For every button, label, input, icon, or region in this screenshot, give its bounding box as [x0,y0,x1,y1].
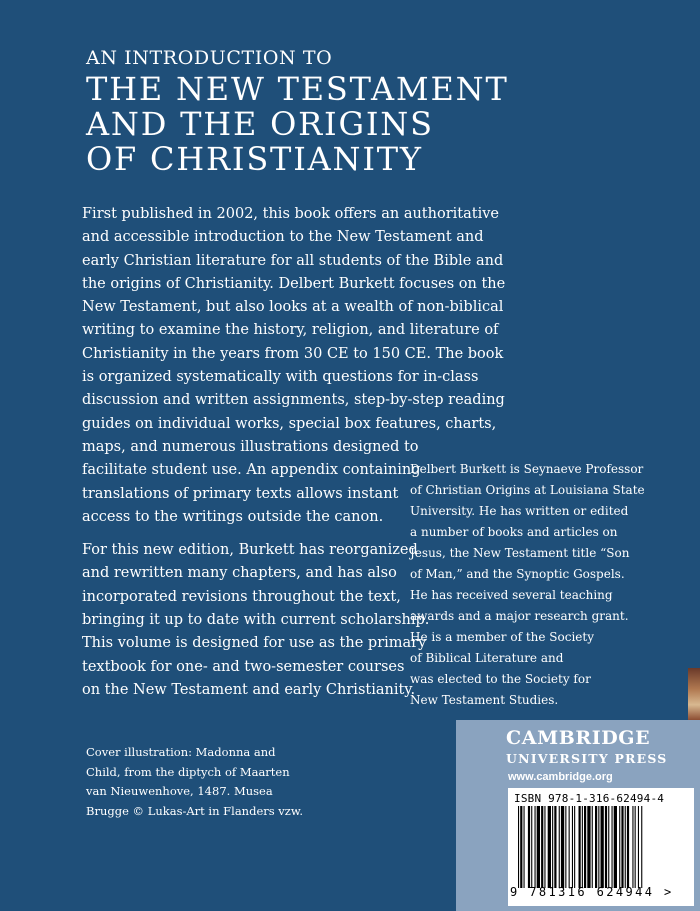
title-line: OF CHRISTIANITY [86,140,423,178]
title-kicker: AN INTRODUCTION TO [86,47,333,69]
barcode-bar [518,806,519,888]
barcode-bar [608,806,609,888]
barcode-bar [582,806,583,888]
text-line: on the New Testament and early Christianity. [82,681,416,698]
publisher-url: www.cambridge.org [508,771,613,783]
text-line: incorporated revisions throughout the text, [82,588,401,605]
credit-line: van Nieuwenhove, 1487. Musea [86,784,273,798]
bio-line: awards and a major research grant. [410,609,629,623]
title-line: THE NEW TESTAMENT [86,70,509,108]
text-line: writing to examine the history, religion, and literature of [82,322,499,339]
text-line: is organized systematically with questions for in-class [82,369,479,386]
barcode-bar [595,806,597,888]
barcode-bar [569,806,570,888]
barcode-bar [635,806,636,888]
barcode-bar [638,806,639,888]
barcode-box [508,788,694,906]
barcode-bar [605,806,607,888]
text-line: guides on individual works, special box features, charts, [82,415,497,432]
credit-line: Cover illustration: Madonna and [86,745,276,759]
text-line: the origins of Christianity. Delbert Burkett focuses on the [82,275,506,292]
text-line: discussion and written assignments, step-by-step reading [82,392,505,409]
author-bio [410,459,680,711]
text-line: early Christian literature for all students of the Bible and [82,252,504,269]
isbn-barcode [518,806,688,888]
isbn-label: ISBN 978-1-316-62494-4 [514,792,665,805]
barcode-bar [559,806,560,888]
barcode-bar [552,806,553,888]
bio-line: was elected to the Society for [410,672,591,686]
barcode-bar [579,806,581,888]
barcode-bar [614,806,617,888]
barcode-bar [592,806,593,888]
cover-credit [86,743,346,821]
publisher-logo-press: UNIVERSITY PRESS [506,751,668,766]
barcode-bar [587,806,590,888]
barcode-bar [541,806,543,888]
bio-line: Jesus, the New Testament title “Son [410,546,630,560]
text-line: translations of primary texts allows instant [82,485,399,502]
barcode-bar [598,806,599,888]
text-line: facilitate student use. An appendix containing [82,462,421,479]
barcode-bar [537,806,540,888]
bio-line: University. He has written or edited [410,504,629,518]
barcode-bar [632,806,633,888]
text-line: bringing it up to date with current scholarship. [82,612,430,629]
barcode-bar [554,806,556,888]
barcode-bar [641,806,642,888]
barcode-bar [548,806,551,888]
barcode-bar [561,806,564,888]
barcode-bar [535,806,536,888]
text-line: and accessible introduction to the New Testament and [82,229,484,246]
barcode-bar [574,806,575,888]
text-line: New Testament, but also looks at a wealth of non-biblical [82,299,504,316]
bio-line: He has received several teaching [410,588,613,602]
description-paragraph-1 [82,203,506,529]
barcode-bar [601,806,604,888]
title-block [86,44,646,177]
title-line: AND THE ORIGINS [86,105,434,143]
text-line: access to the writings outside the canon. [82,508,384,525]
barcode-bar [621,806,623,888]
bio-line: a number of books and articles on [410,525,618,539]
publisher-panel [456,720,700,911]
text-line: and rewritten many chapters, and has also [82,565,397,582]
barcode-bar [572,806,573,888]
text-line: For this new edition, Burkett has reorganized [82,542,418,559]
barcode-bar [520,806,522,888]
barcode-bar [524,806,525,888]
barcode-bar [619,806,620,888]
bio-line: of Man,” and the Synoptic Gospels. [410,567,625,581]
description-paragraph-2 [82,539,430,702]
publisher-logo-name: CAMBRIDGE [506,727,651,749]
bio-line: of Christian Origins at Louisiana State [410,483,645,497]
bio-line: Delbert Burkett is Seynaeve Professor [410,462,644,476]
credit-line: Brugge © Lukas-Art in Flanders vzw. [86,803,304,818]
barcode-bar [531,806,532,888]
barcode-digits: 9 781316 624944 > [510,885,674,899]
text-line: This volume is designed for use as the primary [82,635,427,652]
text-line: Christianity in the years from 30 CE to 150 CE. The book [82,345,504,362]
barcode-bar [627,806,629,888]
bio-line: New Testament Studies. [410,693,559,707]
barcode-bar [612,806,613,888]
bio-line: of Biblical Literature and [410,651,564,665]
barcode-bar [584,806,586,888]
credit-line: Child, from the diptych of Maarten [86,764,290,779]
barcode-bar [544,806,545,888]
bio-line: He is a member of the Society [410,630,595,644]
barcode-bar [625,806,626,888]
barcode-bar [565,806,566,888]
text-line: textbook for one- and two-semester courses [82,658,405,675]
text-line: maps, and numerous illustrations designed to [82,438,419,455]
text-line: First published in 2002, this book offers an authoritative [82,206,499,222]
barcode-bar [528,806,530,888]
